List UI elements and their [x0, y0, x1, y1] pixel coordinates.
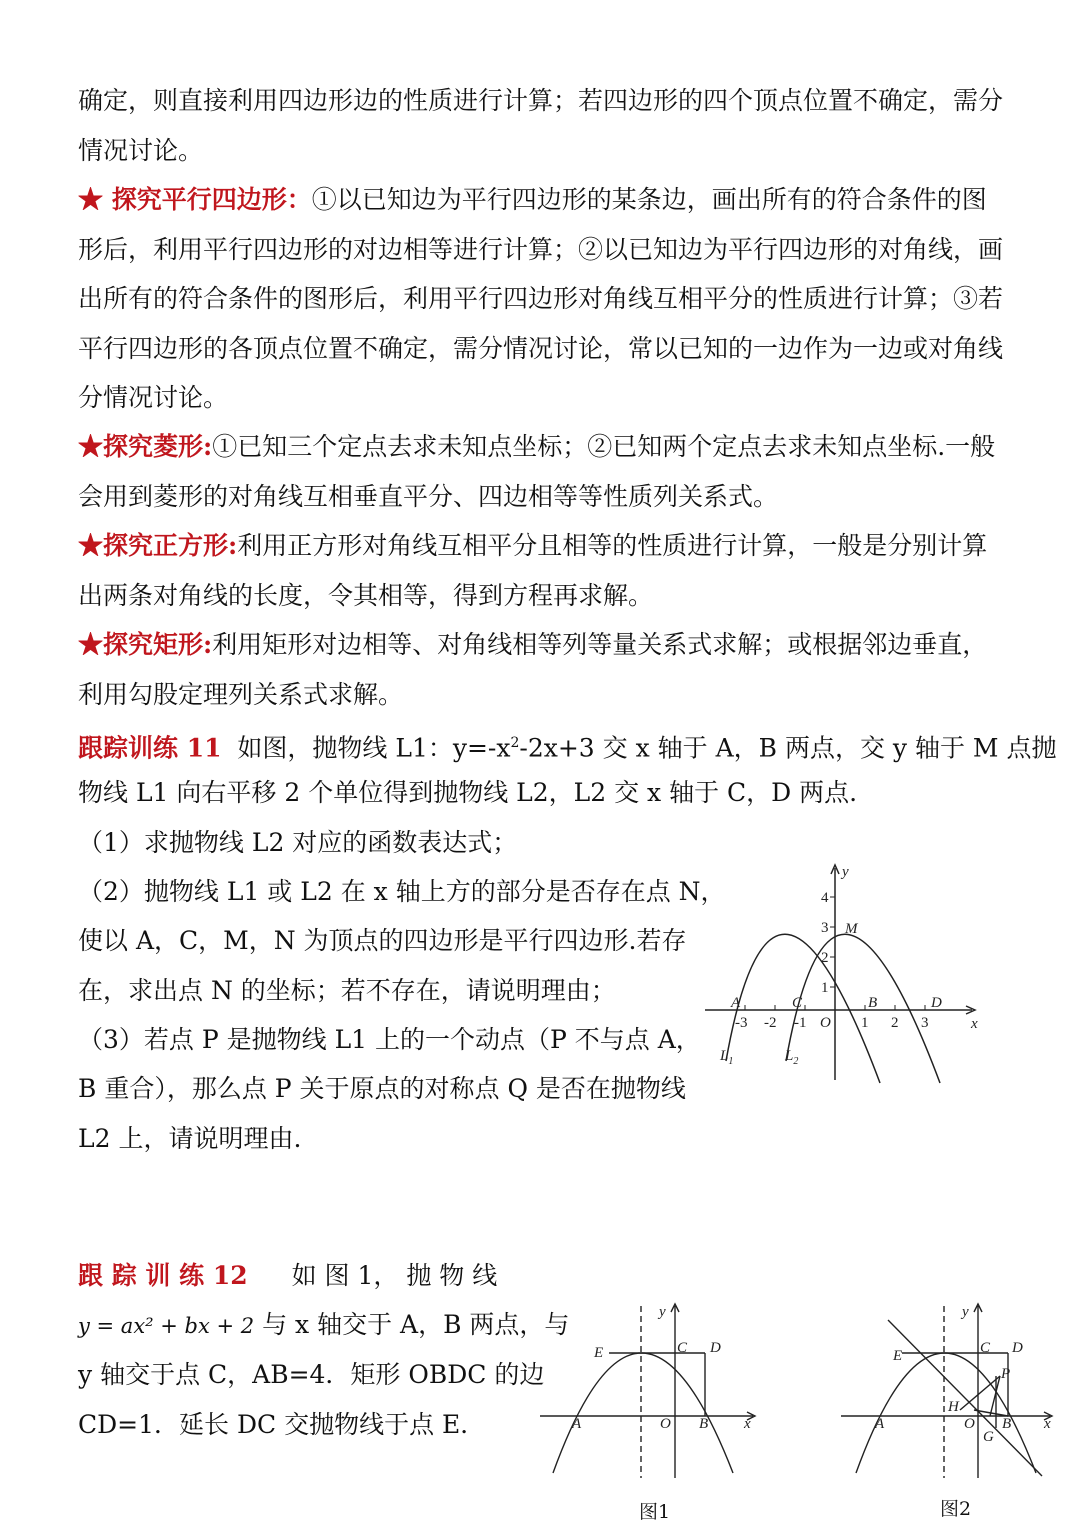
- y-tick: 1: [821, 980, 829, 996]
- x-tick: -2: [764, 1015, 777, 1031]
- point-C: C: [980, 1340, 991, 1356]
- ex11-q3-line2: B 重合），那么点 P 关于原点的对称点 Q 是否在抛物线: [78, 1074, 686, 1103]
- paragraph-rhombus: ★探究菱形:①已知三个定点去求未知点坐标；②已知两个定点去求未知点坐标.一般会用到菱形的对角线互相垂直平分、四边相等等性质列关系式。: [78, 432, 996, 511]
- x-tick: -1: [794, 1015, 807, 1031]
- x-label: x: [1044, 1416, 1051, 1432]
- origin-label: O: [820, 1015, 831, 1031]
- rectangle-heading: ★探究矩形:: [78, 630, 213, 659]
- ex11-stem-line1: 跟踪训练 11 如图，抛物线 L1：$y=-x^2-2x+3$ 交 x 轴于 A，B 两点，交 y 轴于 M 点抛: [78, 733, 1057, 763]
- point-H: H: [948, 1399, 959, 1415]
- ex11-q2-line1: （2）抛物线 L1 或 L2 在 x 轴上方的部分是否存在点 N，: [78, 877, 726, 906]
- paragraph-intro: 确定，则直接利用四边形边的性质进行计算；若四边形的四个顶点位置不确定，需分情况讨论。: [78, 86, 1004, 165]
- point-C: C: [792, 995, 803, 1011]
- ex12-figure-1: [535, 1298, 765, 1483]
- parabola: [553, 1353, 733, 1473]
- y-label: y: [659, 1304, 666, 1320]
- paragraph-parallelogram: ★ 探究平行四边形：①以已知边为平行四边形的某条边，画出所有的符合条件的图形后，利用平行四边形的对边相等进行计算；②以已知边为平行四边形的对角线，画出所有的符合条件的图形后，利用平行四边形对角线互相平分的性质进行计算；③若平行四边形的各顶点位置不确定，需分情况讨论，常以已知的一边作为一边或对角线分情况讨论。: [78, 185, 1004, 412]
- parallelogram-heading: ★ 探究平行四边形：: [78, 185, 312, 214]
- point-G: G: [983, 1429, 994, 1445]
- point-A: A: [731, 995, 741, 1011]
- parabola-L1: [726, 934, 880, 1083]
- ex11-q1: （1）求抛物线 L2 对应的函数表达式；: [78, 828, 518, 857]
- x-tick: -3: [735, 1015, 748, 1031]
- ex12-formula: y = ax² + bx + 2: [78, 1314, 255, 1338]
- point-D: D: [710, 1340, 721, 1356]
- point-D: D: [931, 995, 942, 1011]
- segment-HP: [960, 1376, 1000, 1410]
- paragraph-rectangle: ★探究矩形:利用矩形对边相等、对角线相等列等量关系式求解；或根据邻边垂直，利用勾股定理列关系式求解。: [78, 630, 988, 709]
- ex11-q2-line3: 在，求出点 N 的坐标；若不存在，请说明理由；: [78, 976, 616, 1005]
- square-heading: ★探究正方形:: [78, 531, 238, 560]
- point-O: O: [660, 1416, 671, 1432]
- ex12-line2: y = ax² + bx + 2 与 x 轴交于 A，B 两点，与: [78, 1310, 570, 1339]
- ex11-stem-line2: 物线 L1 向右平移 2 个单位得到抛物线 L2，L2 交 x 轴于 C，D 两点.: [78, 778, 858, 807]
- rhombus-heading: ★探究菱形:: [78, 432, 213, 461]
- x-label: x: [744, 1416, 751, 1432]
- point-C: C: [677, 1340, 688, 1356]
- y-label: y: [962, 1304, 969, 1320]
- ex12-line3: y 轴交于点 C，AB=4．矩形 OBDC 的边: [78, 1360, 545, 1389]
- ex12-line1: 跟 踪 训 练 12 如 图 1， 抛 物 线: [78, 1261, 498, 1290]
- ex12-line4: CD=1．延长 DC 交抛物线于点 E．: [78, 1410, 486, 1439]
- y-tick: 2: [821, 950, 829, 966]
- x-tick: 1: [861, 1015, 869, 1031]
- figure-1-caption: 图1: [639, 1501, 671, 1523]
- ex11-q3-line1: （3）若点 P 是抛物线 L1 上的一个动点（P 不与点 A，: [78, 1025, 701, 1054]
- point-B: B: [868, 995, 878, 1011]
- point-E: E: [594, 1345, 604, 1361]
- point-B: B: [699, 1416, 709, 1432]
- ex11-q2-line2: 使以 A，C，M，N 为顶点的四边形是平行四边形.若存: [78, 926, 687, 955]
- label-L1: $L_1$: [720, 1048, 734, 1067]
- point-B: B: [1002, 1416, 1012, 1432]
- figure-2-caption: 图2: [940, 1498, 972, 1520]
- x-tick: 3: [921, 1015, 929, 1031]
- ex11-label: 跟踪训练 11: [78, 733, 222, 763]
- point-P: P: [1001, 1366, 1011, 1382]
- x-axis-label: x: [971, 1016, 978, 1032]
- point-O: O: [964, 1416, 975, 1432]
- ex11-graph: [700, 858, 1000, 1088]
- point-A: A: [875, 1416, 885, 1432]
- point-D: D: [1012, 1340, 1023, 1356]
- point-E: E: [893, 1348, 903, 1364]
- point-A: A: [572, 1416, 582, 1432]
- ex11-q3-line3: L2 上，请说明理由.: [78, 1124, 302, 1153]
- y-tick: 4: [821, 890, 829, 906]
- parabola-L2: [786, 934, 940, 1083]
- y-tick: 3: [821, 920, 829, 936]
- point-M: M: [845, 921, 858, 937]
- paragraph-square: ★探究正方形:利用正方形对角线互相平分且相等的性质进行计算，一般是分别计算出两条对角线的长度，令其相等，得到方程再求解。: [78, 531, 988, 610]
- label-L2: $L_2$: [785, 1048, 799, 1067]
- ex12-figure-2: [838, 1298, 1060, 1483]
- x-tick: 2: [891, 1015, 899, 1031]
- ex12-label: 跟 踪 训 练 12: [78, 1261, 248, 1290]
- y-axis-label: y: [842, 864, 849, 880]
